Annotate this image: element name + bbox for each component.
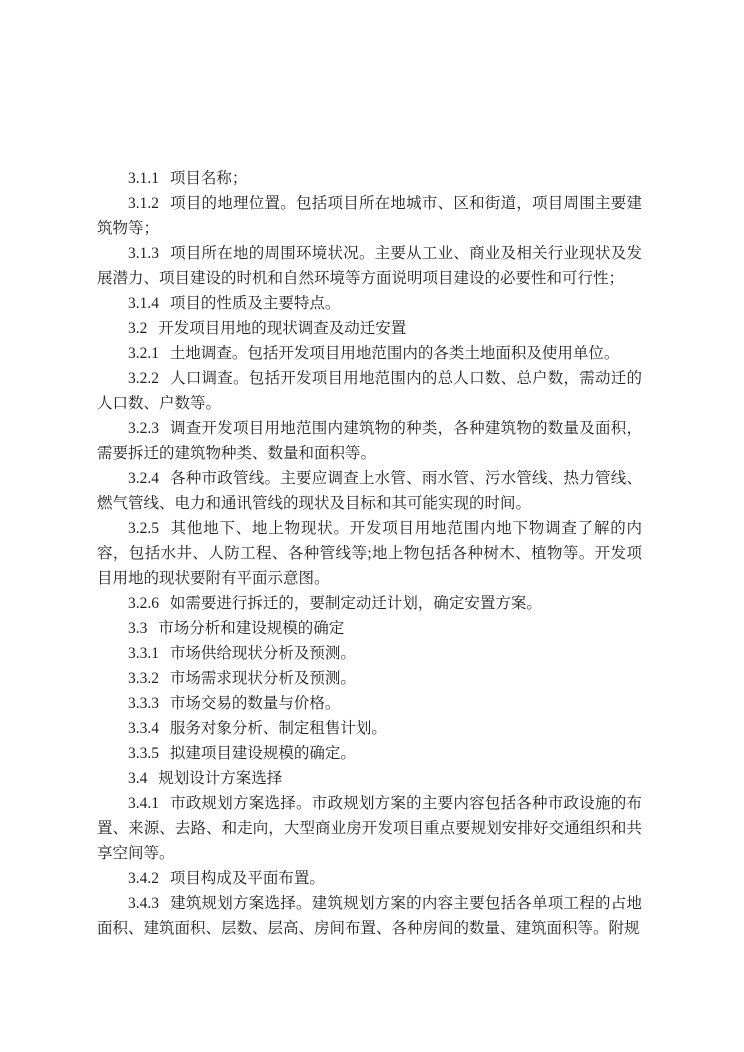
section-number: 3.1.2 bbox=[128, 195, 159, 212]
document-paragraph bbox=[97, 716, 642, 741]
paragraph-text: 服务对象分析、制定租售计划。 bbox=[169, 720, 387, 737]
paragraph-text: 项目的性质及主要特点。 bbox=[169, 295, 341, 312]
document-paragraph bbox=[97, 291, 642, 316]
section-number: 3.3.4 bbox=[128, 720, 159, 737]
section-number: 3.4 bbox=[128, 770, 148, 787]
section-number: 3.3.5 bbox=[128, 745, 159, 762]
section-number: 3.3.2 bbox=[128, 670, 159, 687]
paragraph-text: 拟建项目建设规模的确定。 bbox=[169, 745, 356, 762]
section-number: 3.2.1 bbox=[128, 345, 159, 362]
document-paragraph bbox=[97, 191, 642, 241]
document-paragraph bbox=[97, 516, 642, 591]
document-paragraph bbox=[97, 766, 642, 791]
document-paragraph bbox=[97, 666, 642, 691]
section-number: 3.4.3 bbox=[128, 895, 159, 912]
document-body bbox=[97, 166, 642, 941]
paragraph-text: 土地调查。包括开发项目用地范围内的各类土地面积及使用单位。 bbox=[169, 345, 620, 362]
section-number: 3.2.4 bbox=[128, 470, 159, 487]
section-number: 3.2.3 bbox=[128, 420, 159, 437]
paragraph-text: 人口调查。包括开发项目用地范围内的总人口数、总户数，需动迁的人口数、户数等。 bbox=[97, 370, 642, 412]
document-paragraph bbox=[97, 416, 642, 466]
document-paragraph bbox=[97, 616, 642, 641]
paragraph-text: 市场需求现状分析及预测。 bbox=[169, 670, 356, 687]
document-paragraph bbox=[97, 341, 642, 366]
paragraph-text: 市场供给现状分析及预测。 bbox=[169, 645, 356, 662]
section-number: 3.1.1 bbox=[128, 170, 159, 187]
document-paragraph bbox=[97, 866, 642, 891]
paragraph-text: 调查开发项目用地范围内建筑物的种类，各种建筑物的数量及面积，需要拆迁的建筑物种类、数量和面积等。 bbox=[97, 420, 642, 462]
document-paragraph bbox=[97, 591, 642, 616]
paragraph-text: 市场交易的数量与价格。 bbox=[169, 695, 341, 712]
paragraph-text: 开发项目用地的现状调查及动迁安置 bbox=[158, 320, 407, 337]
paragraph-text: 建筑规划方案选择。建筑规划方案的内容主要包括各单项工程的占地面积、建筑面积、层数、层高、房间布置、各种房间的数量、建筑面积等。附规 bbox=[97, 895, 642, 937]
paragraph-text: 规划设计方案选择 bbox=[158, 770, 283, 787]
section-number: 3.2 bbox=[128, 320, 148, 337]
section-number: 3.3.1 bbox=[128, 645, 159, 662]
paragraph-text: 项目的地理位置。包括项目所在地城市、区和街道，项目周围主要建筑物等； bbox=[97, 195, 642, 237]
document-paragraph bbox=[97, 466, 642, 516]
document-paragraph bbox=[97, 691, 642, 716]
section-number: 3.3 bbox=[128, 620, 148, 637]
document-paragraph bbox=[97, 316, 642, 341]
document-paragraph bbox=[97, 741, 642, 766]
paragraph-text: 如需要进行拆迁的，要制定动迁计划，确定安置方案。 bbox=[169, 595, 542, 612]
paragraph-text: 各种市政管线。主要应调查上水管、雨水管、污水管线、热力管线、燃气管线、电力和通讯管线的现状及目标和其可能实现的时间。 bbox=[97, 470, 642, 512]
document-paragraph bbox=[97, 791, 642, 866]
document-paragraph bbox=[97, 641, 642, 666]
paragraph-text: 其他地下、地上物现状。开发项目用地范围内地下物调查了解的内容，包括水井、人防工程、各种管线等;地上物包括各种树木、植物等。开发项目用地的现状要附有平面示意图。 bbox=[97, 520, 642, 587]
section-number: 3.2.2 bbox=[128, 370, 159, 387]
section-number: 3.1.3 bbox=[128, 245, 159, 262]
section-number: 3.1.4 bbox=[128, 295, 159, 312]
paragraph-text: 市政规划方案选择。市政规划方案的主要内容包括各种市政设施的布置、来源、去路、和走向，大型商业房开发项目重点要规划安排好交通组织和共享空间等。 bbox=[97, 795, 642, 862]
section-number: 3.3.3 bbox=[128, 695, 159, 712]
paragraph-text: 项目构成及平面布置。 bbox=[169, 870, 325, 887]
paragraph-text: 市场分析和建设规模的确定 bbox=[158, 620, 345, 637]
section-number: 3.4.2 bbox=[128, 870, 159, 887]
section-number: 3.2.5 bbox=[128, 520, 159, 537]
section-number: 3.2.6 bbox=[128, 595, 159, 612]
document-paragraph bbox=[97, 891, 642, 941]
document-paragraph bbox=[97, 166, 642, 191]
paragraph-text: 项目名称； bbox=[169, 170, 248, 187]
document-paragraph bbox=[97, 366, 642, 416]
document-paragraph bbox=[97, 241, 642, 291]
section-number: 3.4.1 bbox=[128, 795, 159, 812]
paragraph-text: 项目所在地的周围环境状况。主要从工业、商业及相关行业现状及发展潜力、项目建设的时机和自然环境等方面说明项目建设的必要性和可行性； bbox=[97, 245, 642, 287]
